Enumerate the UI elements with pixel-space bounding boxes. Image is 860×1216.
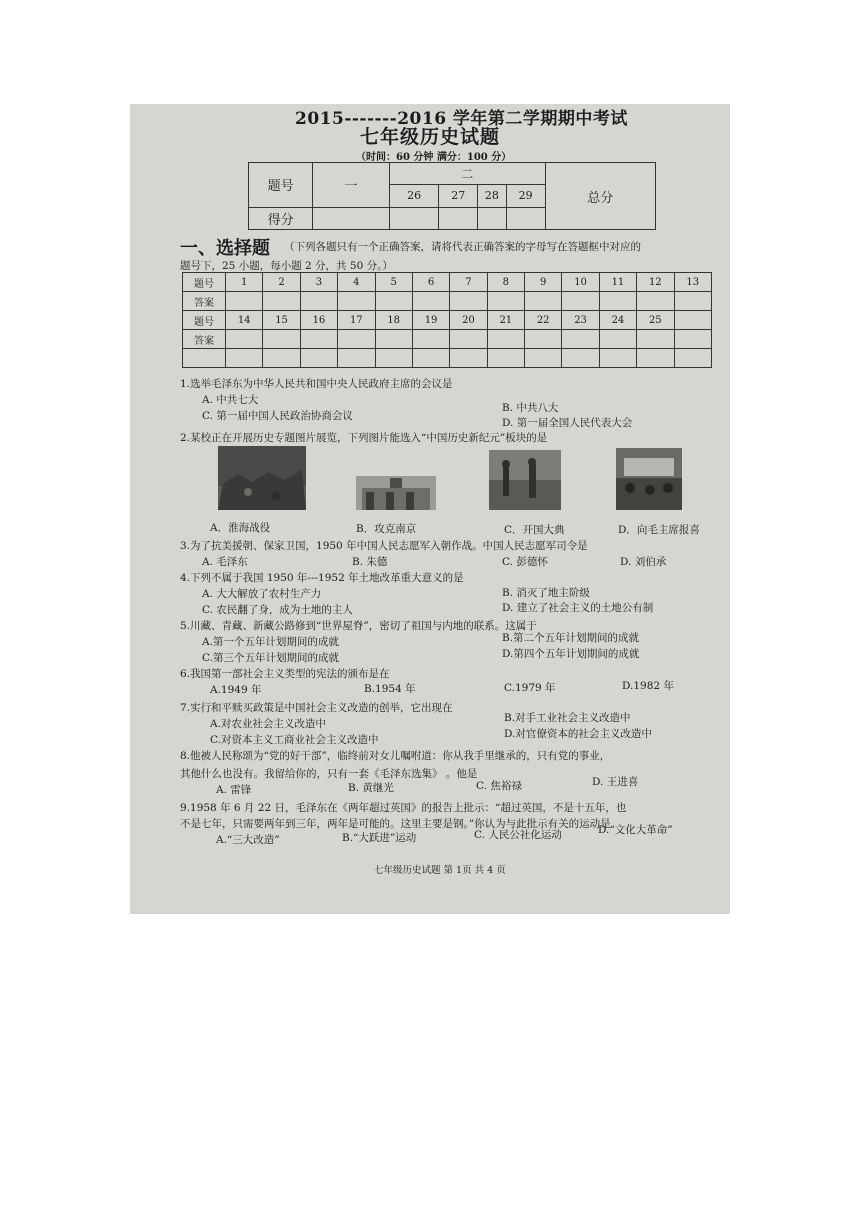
question-stem: 5.川藏、青藏、新藏公路修到“世界屋脊”，密切了祖国与内地的联系。这属于 bbox=[180, 620, 537, 632]
option-c: C.第三个五年计划期间的成就 bbox=[202, 652, 339, 664]
option-d: D.“文化大革命” bbox=[598, 824, 673, 836]
option-a: A. 大大解放了农村生产力 bbox=[202, 588, 322, 600]
option-a: A.1949 年 bbox=[210, 684, 262, 696]
exam-paper bbox=[130, 104, 730, 914]
answer-cell[interactable] bbox=[226, 292, 263, 311]
question-stem: 2.某校正在开展历史专题图片展览，下列图片能选入“中国历史新纪元”板块的是 bbox=[180, 432, 548, 444]
option-b: B.“大跃进”运动 bbox=[342, 832, 417, 844]
score-cell[interactable] bbox=[506, 207, 545, 229]
answer-cell[interactable] bbox=[450, 349, 487, 368]
answer-cell[interactable] bbox=[599, 330, 636, 349]
answer-cell[interactable] bbox=[450, 292, 487, 311]
answer-label-daan: 答案 bbox=[183, 330, 226, 349]
option-b: B．攻克南京 bbox=[356, 523, 417, 535]
score-col-yi: 一 bbox=[313, 163, 390, 208]
option-b: B. 朱德 bbox=[352, 556, 388, 568]
answer-cell[interactable] bbox=[674, 330, 712, 349]
option-c: C.1979 年 bbox=[504, 682, 556, 694]
answer-question-number: 15 bbox=[263, 311, 300, 330]
answer-question-number: 12 bbox=[637, 273, 674, 292]
answer-question-number: 23 bbox=[562, 311, 599, 330]
answer-cell[interactable] bbox=[183, 349, 226, 368]
answer-question-number: 13 bbox=[674, 273, 712, 292]
question-stem: 8.他被人民称颂为“党的好干部”，临终前对女儿嘱咐道：你从我手里继承的，只有党的事业， bbox=[180, 750, 611, 762]
exam-year-title: 2015-------2016 学年第二学期期中考试 bbox=[295, 109, 628, 129]
question-stem: 7.实行和平赎买政策是中国社会主义改造的创举，它出现在 bbox=[180, 702, 453, 714]
option-a: A.第一个五年计划期间的成就 bbox=[202, 636, 339, 648]
answer-cell[interactable] bbox=[412, 349, 449, 368]
answer-cell[interactable] bbox=[562, 292, 599, 311]
score-label-defen: 得分 bbox=[249, 207, 313, 229]
score-cell[interactable] bbox=[389, 207, 438, 229]
answer-cell[interactable] bbox=[263, 349, 300, 368]
answer-question-number: 2 bbox=[263, 273, 300, 292]
score-sub-col: 27 bbox=[439, 185, 478, 207]
option-a: A.对农业社会主义改造中 bbox=[210, 718, 326, 730]
answer-cell[interactable] bbox=[226, 349, 263, 368]
option-d: D.对官僚资本的社会主义改造中 bbox=[504, 728, 652, 740]
answer-cell[interactable] bbox=[300, 292, 337, 311]
option-a: A. 毛泽东 bbox=[202, 556, 248, 568]
score-col-total: 总分 bbox=[545, 163, 655, 230]
answer-cell[interactable] bbox=[487, 349, 524, 368]
question-stem: 3.为了抗美援朝、保家卫国，1950 年中国人民志愿军入朝作战。中国人民志愿军司令是 bbox=[180, 540, 588, 552]
answer-cell[interactable] bbox=[263, 292, 300, 311]
option-b: B.第二个五年计划期间的成就 bbox=[502, 632, 640, 644]
answer-cell[interactable] bbox=[637, 349, 674, 368]
answer-question-number: 6 bbox=[412, 273, 449, 292]
answer-cell[interactable] bbox=[450, 330, 487, 349]
score-table bbox=[248, 162, 656, 230]
option-a: A．淮海战役 bbox=[210, 522, 271, 534]
score-label-tihao: 题号 bbox=[249, 163, 313, 208]
answer-cell[interactable] bbox=[599, 292, 636, 311]
question-stem-continued: 不是七年，只需要两年到三年，两年是可能的。这里主要是钢。”你认为与此批示有关的运动是 bbox=[180, 818, 611, 830]
answer-question-number: 24 bbox=[599, 311, 636, 330]
answer-question-number: 16 bbox=[300, 311, 337, 330]
page-footer: 七年级历史试题 第 1页 共 4 页 bbox=[374, 865, 506, 876]
question-stem: 1.选举毛泽东为中华人民共和国中央人民政府主席的会议是 bbox=[180, 378, 453, 390]
score-sub-col: 26 bbox=[389, 185, 438, 207]
score-col-er: 二 bbox=[389, 163, 545, 185]
answer-cell[interactable] bbox=[525, 292, 562, 311]
answer-cell[interactable] bbox=[525, 349, 562, 368]
option-d: D．向毛主席报喜 bbox=[618, 524, 700, 536]
section-note: （下列各题只有一个正确答案，请将代表正确答案的字母写在答题框中对应的 bbox=[284, 241, 641, 253]
answer-blank-cell bbox=[674, 311, 712, 330]
answer-question-number: 19 bbox=[412, 311, 449, 330]
answer-question-number: 10 bbox=[562, 273, 599, 292]
answer-question-number: 7 bbox=[450, 273, 487, 292]
exam-paper-photo bbox=[130, 104, 730, 914]
answer-question-number: 25 bbox=[637, 311, 674, 330]
answer-question-number: 4 bbox=[338, 273, 375, 292]
option-b: B. 消灭了地主阶级 bbox=[502, 587, 590, 599]
report-to-chairman-photo bbox=[616, 448, 682, 514]
founding-ceremony-photo bbox=[489, 450, 561, 516]
answer-question-number: 9 bbox=[525, 273, 562, 292]
answer-question-number: 22 bbox=[525, 311, 562, 330]
answer-cell[interactable] bbox=[375, 330, 412, 349]
option-d: D.第四个五年计划期间的成就 bbox=[502, 648, 640, 660]
answer-question-number: 1 bbox=[226, 273, 263, 292]
answer-cell[interactable] bbox=[300, 349, 337, 368]
answer-cell[interactable] bbox=[412, 292, 449, 311]
answer-cell[interactable] bbox=[338, 292, 375, 311]
score-cell[interactable] bbox=[439, 207, 478, 229]
answer-cell[interactable] bbox=[226, 330, 263, 349]
answer-cell[interactable] bbox=[412, 330, 449, 349]
answer-cell[interactable] bbox=[562, 330, 599, 349]
section-note: 题号下，25 小题，每小题 2 分，共 50 分。） bbox=[180, 260, 393, 272]
option-d: D. 王进喜 bbox=[592, 776, 639, 788]
option-c: C. 农民翻了身，成为土地的主人 bbox=[202, 604, 353, 616]
answer-cell[interactable] bbox=[637, 292, 674, 311]
option-b: B.对手工业社会主义改造中 bbox=[504, 712, 631, 724]
answer-label-tihao: 题号 bbox=[183, 311, 226, 330]
answer-question-number: 21 bbox=[487, 311, 524, 330]
answer-question-number: 14 bbox=[226, 311, 263, 330]
answer-cell[interactable] bbox=[637, 330, 674, 349]
answer-question-number: 5 bbox=[375, 273, 412, 292]
option-c: C. 焦裕禄 bbox=[476, 780, 522, 792]
answer-table bbox=[182, 272, 712, 368]
option-c: C．开国大典 bbox=[504, 524, 565, 536]
option-c: C. 人民公社化运动 bbox=[474, 829, 562, 841]
answer-question-number: 17 bbox=[338, 311, 375, 330]
question-stem: 4.下列不属于我国 1950 年---1952 年土地改革重大意义的是 bbox=[180, 572, 464, 584]
answer-question-number: 11 bbox=[599, 273, 636, 292]
answer-label-daan: 答案 bbox=[183, 292, 226, 311]
option-a: A.“三大改造” bbox=[216, 834, 280, 846]
score-cell[interactable] bbox=[313, 207, 390, 229]
score-sub-col: 28 bbox=[478, 185, 506, 207]
question-stem: 6.我国第一部社会主义类型的宪法的颁布是在 bbox=[180, 668, 390, 680]
answer-cell[interactable] bbox=[487, 330, 524, 349]
answer-cell[interactable] bbox=[599, 349, 636, 368]
answer-cell[interactable] bbox=[375, 349, 412, 368]
exam-time-info: （时间：60 分钟 满分：100 分） bbox=[356, 152, 512, 163]
question-stem: 9.1958 年 6 月 22 日，毛泽东在《两年超过英国》的报告上批示：“超过英国，不是十五年，也 bbox=[180, 802, 627, 814]
huaihai-battle-photo bbox=[218, 446, 306, 512]
option-a: A. 中共七大 bbox=[202, 394, 259, 406]
answer-cell[interactable] bbox=[525, 330, 562, 349]
answer-cell[interactable] bbox=[674, 349, 712, 368]
option-d: D. 刘伯承 bbox=[620, 556, 667, 568]
score-cell[interactable] bbox=[478, 207, 506, 229]
answer-question-number: 20 bbox=[450, 311, 487, 330]
option-b: B. 中共八大 bbox=[502, 402, 559, 414]
answer-cell[interactable] bbox=[338, 330, 375, 349]
answer-cell[interactable] bbox=[263, 330, 300, 349]
answer-question-number: 18 bbox=[375, 311, 412, 330]
answer-question-number: 8 bbox=[487, 273, 524, 292]
answer-cell[interactable] bbox=[674, 292, 712, 311]
option-c: C. 第一届中国人民政治协商会议 bbox=[202, 410, 353, 422]
answer-label-tihao: 题号 bbox=[183, 273, 226, 292]
option-b: B.1954 年 bbox=[364, 683, 416, 695]
option-c: C.对资本主义工商业社会主义改造中 bbox=[210, 734, 379, 746]
section-title: 一、选择题 bbox=[180, 238, 270, 259]
option-d: D. 建立了社会主义的土地公有制 bbox=[502, 602, 654, 614]
option-b: B. 黄继光 bbox=[348, 782, 394, 794]
exam-subject-title: 七年级历史试题 bbox=[360, 126, 501, 148]
answer-cell[interactable] bbox=[338, 349, 375, 368]
answer-question-number: 3 bbox=[300, 273, 337, 292]
option-c: C. 彭德怀 bbox=[502, 556, 548, 568]
option-d: D.1982 年 bbox=[622, 680, 674, 692]
answer-cell[interactable] bbox=[375, 292, 412, 311]
option-a: A. 雷锋 bbox=[216, 784, 252, 796]
option-d: D. 第一届全国人民代表大会 bbox=[502, 417, 633, 429]
answer-cell[interactable] bbox=[300, 330, 337, 349]
answer-cell[interactable] bbox=[487, 292, 524, 311]
question-stem-continued: 其他什么也没有。我留给你的，只有一套《毛泽东选集》 。他是 bbox=[180, 768, 478, 780]
score-sub-col: 29 bbox=[506, 185, 545, 207]
answer-cell[interactable] bbox=[562, 349, 599, 368]
